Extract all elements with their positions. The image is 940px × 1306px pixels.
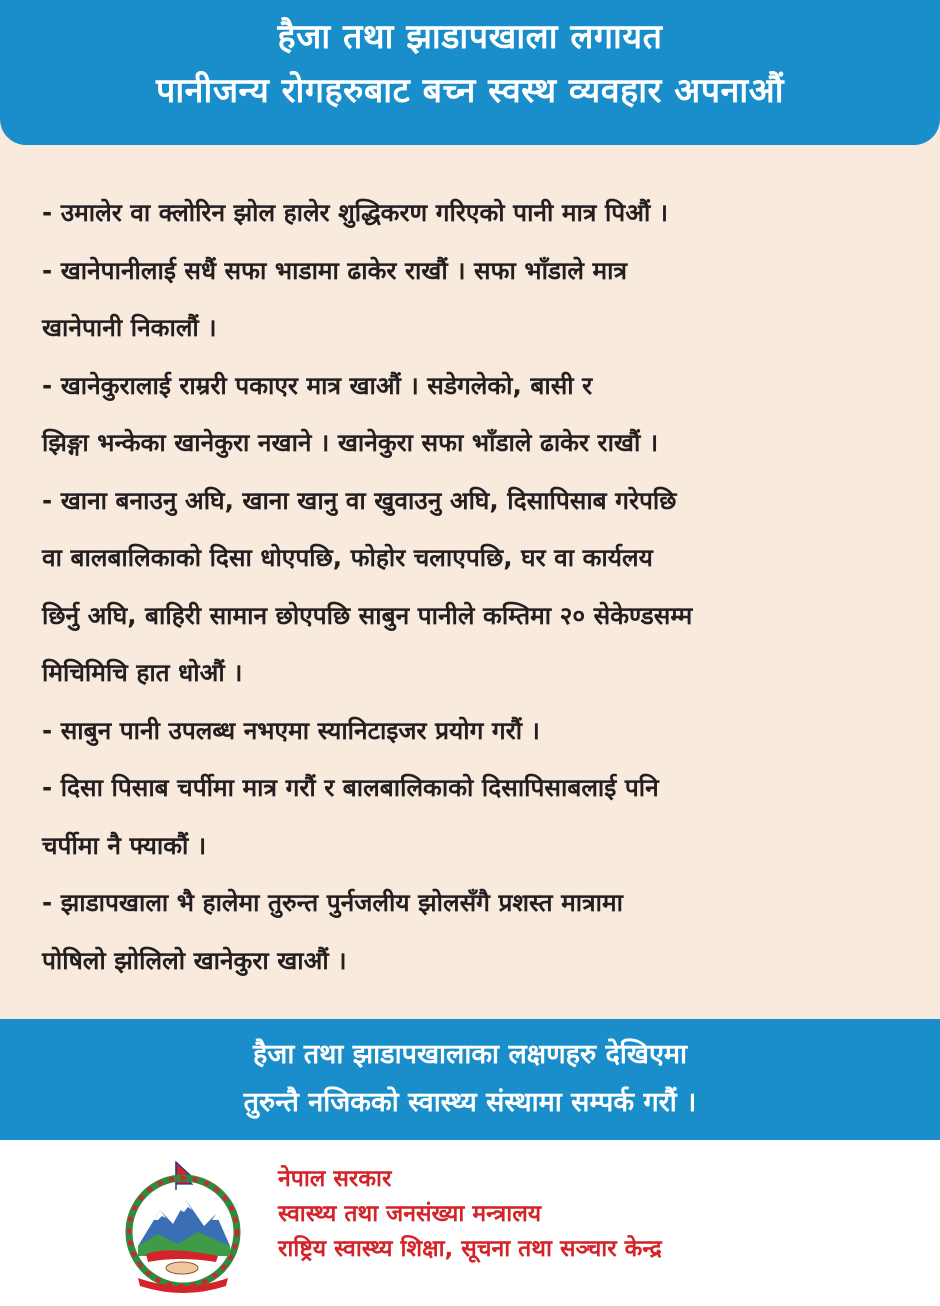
advice-point-4-line-1: - खाना बनाउनु अघि, खाना खानु वा खुवाउनु अघि, दिसापिसाब गरेपछि xyxy=(42,485,677,515)
advice-list xyxy=(42,184,922,989)
title-line-1: हैजा तथा झाडापखाला लगायत xyxy=(277,17,663,57)
advice-point-4-line-2: वा बालबालिकाको दिसा धोएपछि, फोहोर चलाएपछि, घर वा कार्यलय xyxy=(42,543,653,572)
title-line-2: पानीजन्य रोगहरुबाट बच्न स्वस्थ व्यवहार अपनाऔं xyxy=(156,71,784,111)
advice-point-4-line-3: छिर्नु अघि, बाहिरी सामान छोएपछि साबुन पानीले कम्तिमा २० सेकेण्डसम्म xyxy=(42,600,693,630)
org-centre-name: राष्ट्रिय स्वास्थ्य शिक्षा, सूचना तथा सञ्चार केन्द्र xyxy=(278,1236,662,1262)
footer xyxy=(0,1140,940,1306)
org-government-name: नेपाल सरकार xyxy=(278,1166,392,1192)
org-ministry-name: स्वास्थ्य तथा जनसंख्या मन्त्रालय xyxy=(278,1201,542,1227)
advice-point-5-line-1: - साबुन पानी उपलब्ध नभएमा स्यानिटाइजर प्रयोग गरौं । xyxy=(42,715,540,745)
advice-point-2-line-1: - खानेपानीलाई सधैं सफा भाडामा ढाकेर राखौं । सफा भाँडाले मात्र xyxy=(42,255,628,285)
notice-banner xyxy=(0,1019,940,1140)
advice-point-6-line-2: चर्पीमा नै फ्याकौं । xyxy=(42,830,207,860)
advice-point-4-line-4: मिचिमिचि हात धोऔं । xyxy=(42,658,243,687)
title-banner xyxy=(0,0,940,145)
advice-point-6-line-1: - दिसा पिसाब चर्पीमा मात्र गरौं र बालबालिकाको दिसापिसाबलाई पनि xyxy=(42,773,659,802)
advice-point-3-line-2: झिङ्गा भन्केका खानेकुरा नखाने । खानेकुरा सफा भाँडाले ढाकेर राखौं । xyxy=(42,428,659,457)
advice-point-7-line-1: - झाडापखाला भै हालेमा तुरुन्त पुर्नजलीय झोलसँगै प्रशस्त मात्रामा xyxy=(42,888,623,917)
organization-block xyxy=(278,1162,662,1267)
nepal-government-emblem-icon xyxy=(118,1160,248,1295)
advice-point-1-line-1: - उमालेर वा क्लोरिन झोल हालेर शुद्धिकरण गरिएको पानी मात्र पिऔं । xyxy=(42,198,669,227)
advice-point-2-line-2: खानेपानी निकालौं । xyxy=(42,313,217,342)
notice-line-2: तुरुन्तै नजिकको स्वास्थ्य संस्थामा सम्पर्क गरौं । xyxy=(243,1087,697,1118)
advice-point-3-line-1: - खानेकुरालाई राम्ररी पकाएर मात्र खाऔं । सडेगलेको, बासी र xyxy=(42,370,593,400)
notice-line-1: हैजा तथा झाडापखालाका लक्षणहरु देखिएमा xyxy=(252,1039,688,1070)
advice-point-7-line-2: पोषिलो झोलिलो खानेकुरा खाऔं । xyxy=(42,945,347,975)
